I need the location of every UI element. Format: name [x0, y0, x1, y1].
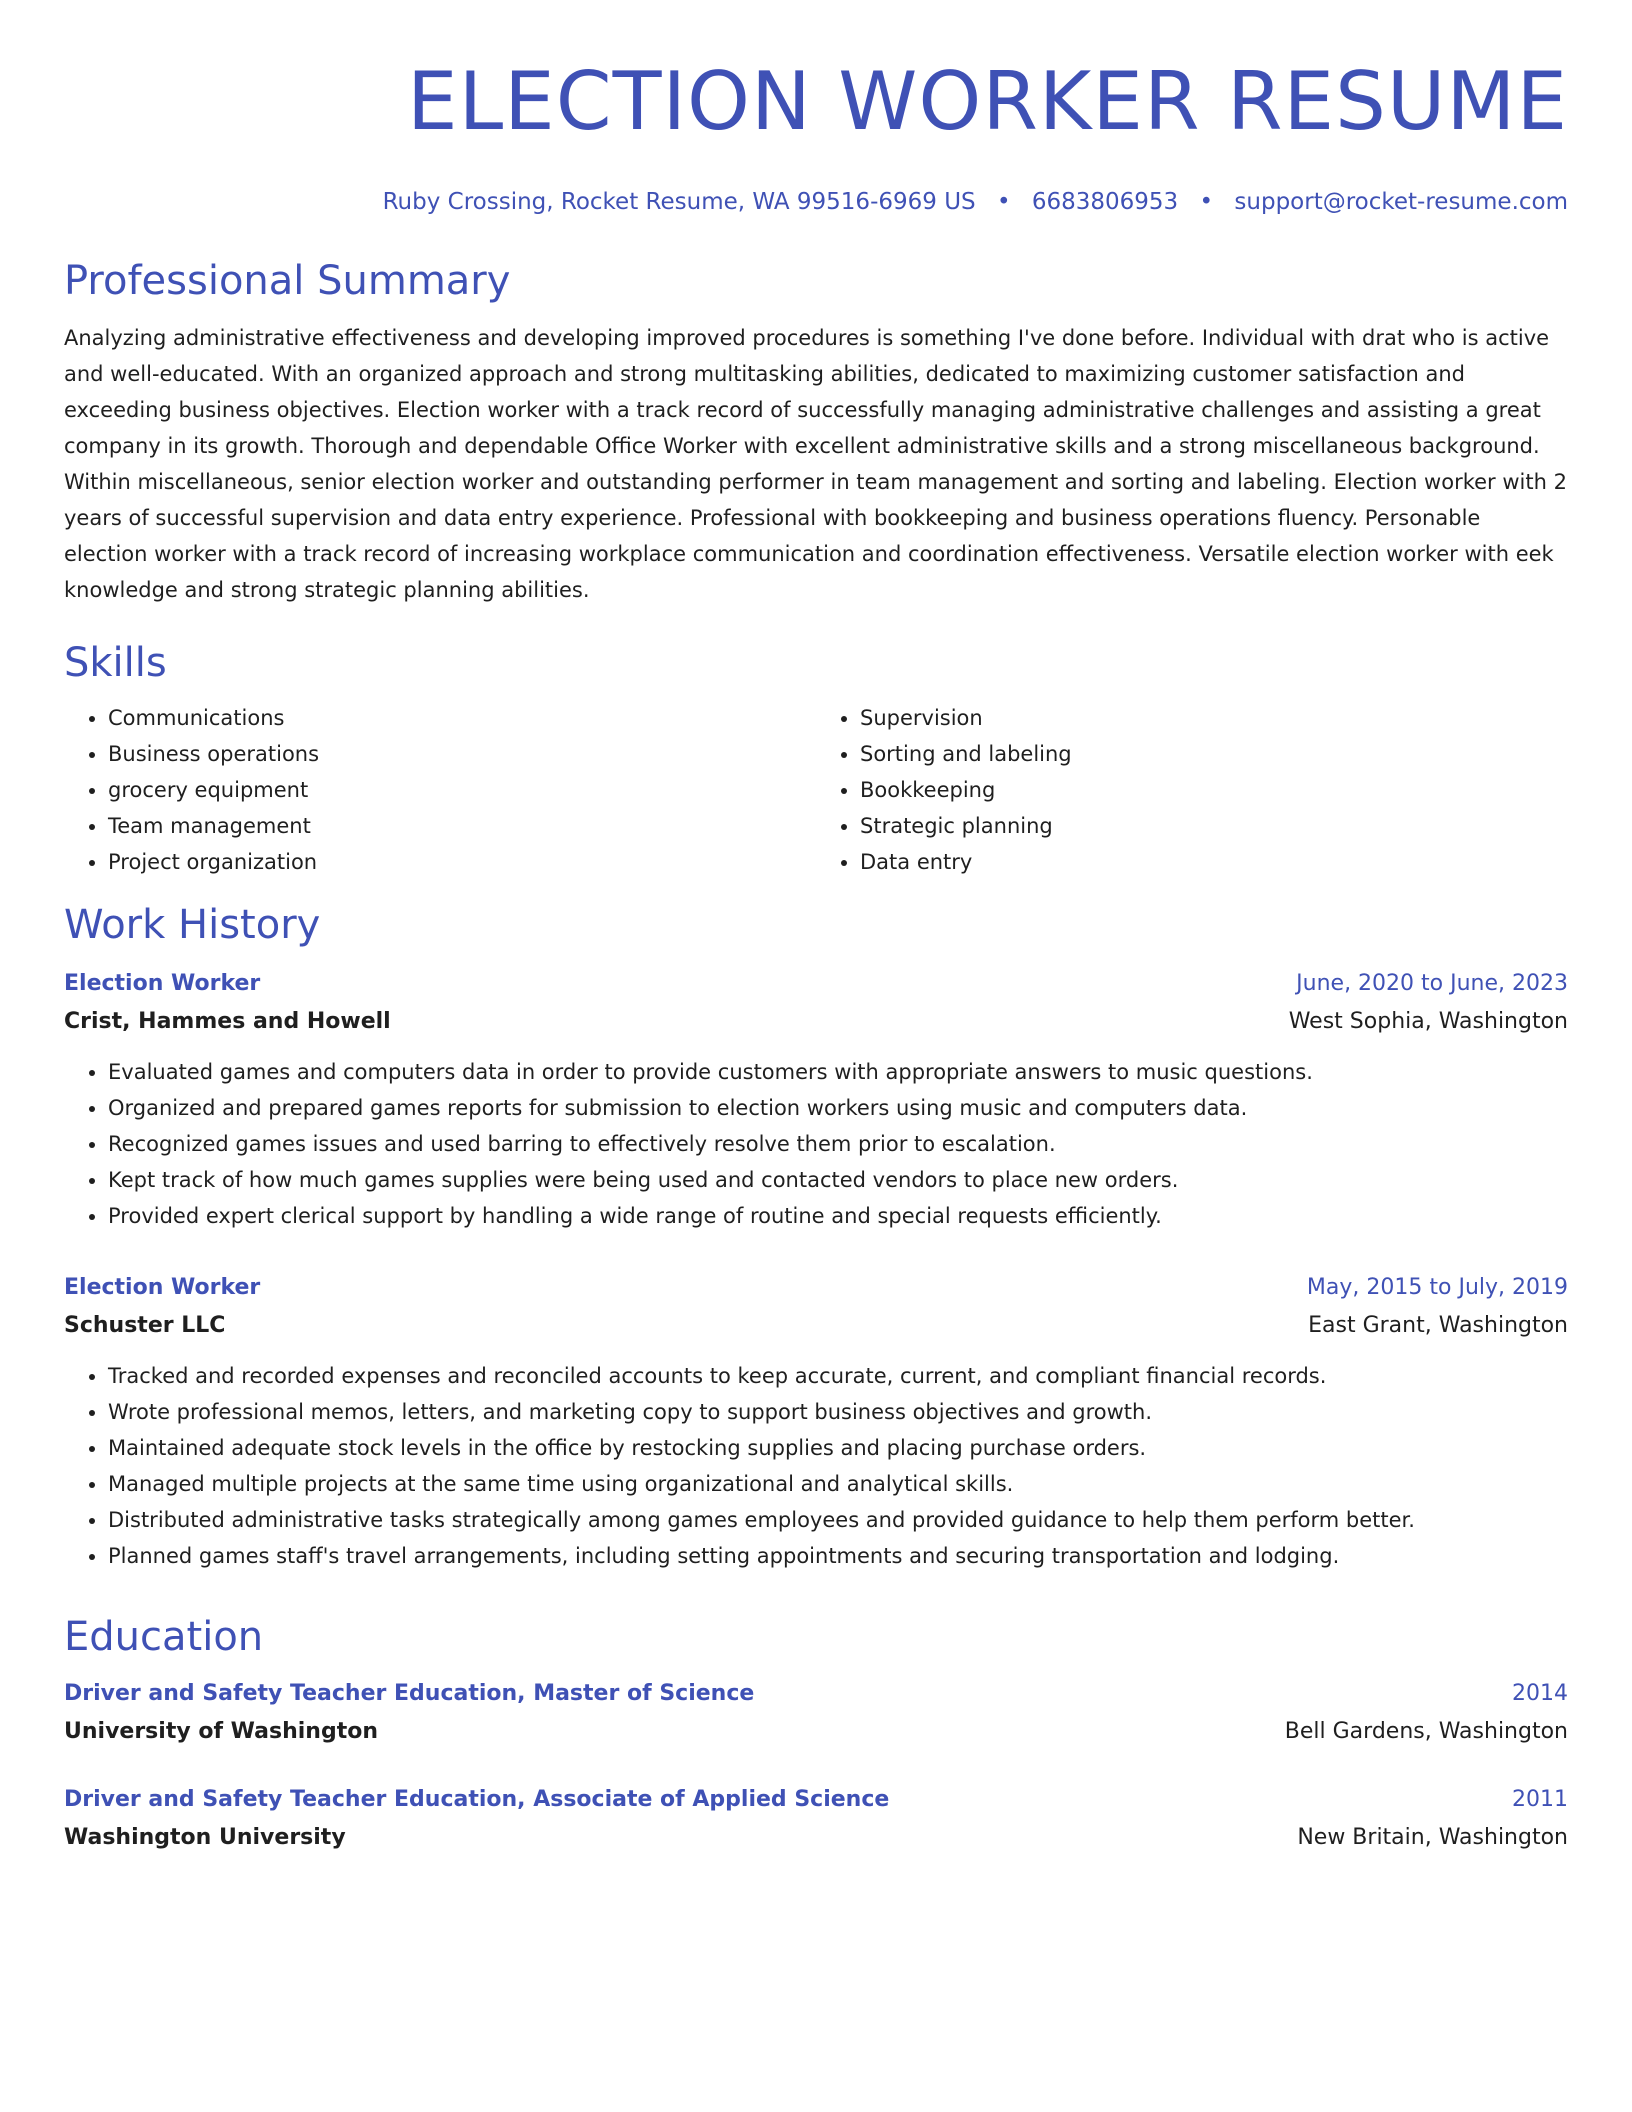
education-location: New Britain, Washington [1297, 1825, 1568, 1850]
job-subheader [64, 1002, 1568, 1042]
summary-text: Analyzing administrative effectiveness and developing improved procedures is something I've done before. Individual with drat who is active and well-educated. With an organized approach and strong multitasking abilities, dedicated to maximizing customer satisfaction and exceeding business objectives. Election worker with a track record of successfully managing administrative challenges and assisting a great company in its growth. Thorough and dependable Office Worker with excellent administrative skills and a strong miscellaneous background. Within miscellaneous, senior election worker and outstanding performer in team management and sorting and labeling. Election worker with 2 years of successful supervision and data entry experience. Professional with bookkeeping and business operations fluency. Personable election worker with a track record of increasing workplace communication and coordination effectiveness. Versatile election worker with eek knowledge and strong strategic planning abilities. [64, 326, 1567, 602]
education-school: University of Washington [64, 1719, 379, 1744]
education-header [64, 1782, 1568, 1818]
section-heading-work-history: Work History [64, 902, 321, 948]
job-bullet: • Provided expert clerical support by handling a wide range of routine and special requests efficiently. [108, 1198, 1568, 1234]
job-location: West Sophia, Washington [1288, 1009, 1568, 1034]
education-school: Washington University [64, 1825, 346, 1850]
job-bullet: • Organized and prepared games reports for submission to election workers using music and computers data. [108, 1090, 1568, 1126]
skills-column-left [64, 700, 816, 880]
job-bullet: • Evaluated games and computers data in order to provide customers with appropriate answers to music questions. [108, 1054, 1568, 1090]
contact-separator: • [1199, 189, 1214, 215]
education-subheader [64, 1712, 1568, 1752]
skill-item: • grocery equipment [108, 772, 816, 808]
job-entry [64, 1270, 1568, 1574]
skill-item: • Team management [108, 808, 816, 844]
job-bullet: • Wrote professional memos, letters, and marketing copy to support business objectives and growth. [108, 1394, 1568, 1430]
skills-list [64, 700, 1568, 880]
job-bullet: • Managed multiple projects at the same time using organizational and analytical skills. [108, 1466, 1568, 1502]
job-bullet: • Maintained adequate stock levels in the office by restocking supplies and placing purchase orders. [108, 1430, 1568, 1466]
job-header [64, 1270, 1568, 1306]
job-subheader [64, 1306, 1568, 1346]
job-bullet: • Tracked and recorded expenses and reconciled accounts to keep accurate, current, and compliant financial records. [108, 1358, 1568, 1394]
skill-item: • Sorting and labeling [860, 736, 1568, 772]
resume-title: ELECTION WORKER RESUME [407, 55, 1568, 148]
job-bullets [64, 1054, 1568, 1234]
education-degree: Driver and Safety Teacher Education, Master of Science [64, 1681, 755, 1706]
skill-item: • Supervision [860, 700, 1568, 736]
job-role: Election Worker [64, 1275, 261, 1300]
job-bullet: • Planned games staff's travel arrangements, including setting appointments and securing transportation and lodging. [108, 1538, 1568, 1574]
contact-separator: • [996, 189, 1011, 215]
skill-item: • Data entry [860, 844, 1568, 880]
section-heading-summary: Professional Summary [64, 258, 511, 304]
job-company: Crist, Hammes and Howell [64, 1009, 391, 1034]
education-subheader [64, 1818, 1568, 1858]
section-heading-skills: Skills [64, 640, 167, 686]
job-company: Schuster LLC [64, 1313, 226, 1338]
job-bullet: • Recognized games issues and used barring to effectively resolve them prior to escalation. [108, 1126, 1568, 1162]
skill-item: • Bookkeeping [860, 772, 1568, 808]
job-bullet: • Kept track of how much games supplies were being used and contacted vendors to place new orders. [108, 1162, 1568, 1198]
job-dates: June, 2020 to June, 2023 [1296, 971, 1568, 996]
job-bullets [64, 1358, 1568, 1574]
education-header [64, 1676, 1568, 1712]
education-entry [64, 1676, 1568, 1752]
skill-item: • Business operations [108, 736, 816, 772]
contact-email[interactable]: support@rocket-resume.com [1234, 189, 1568, 215]
education-degree: Driver and Safety Teacher Education, Associate of Applied Science [64, 1787, 890, 1812]
education-year: 2011 [1512, 1787, 1568, 1812]
skill-item: • Communications [108, 700, 816, 736]
section-heading-education: Education [64, 1614, 264, 1660]
education-location: Bell Gardens, Washington [1284, 1719, 1568, 1744]
contact-phone: 6683806953 [1031, 189, 1179, 215]
contact-line [64, 186, 1568, 218]
job-entry [64, 966, 1568, 1234]
education-entry [64, 1782, 1568, 1858]
contact-address: Ruby Crossing, Rocket Resume, WA 99516-6969 US [382, 189, 976, 215]
skills-column-right [816, 700, 1568, 880]
job-dates: May, 2015 to July, 2019 [1306, 1275, 1568, 1300]
job-header [64, 966, 1568, 1002]
education-year: 2014 [1512, 1681, 1568, 1706]
skill-item: • Project organization [108, 844, 816, 880]
job-bullet: • Distributed administrative tasks strategically among games employees and provided guidance to help them perform better. [108, 1502, 1568, 1538]
job-location: East Grant, Washington [1308, 1313, 1568, 1338]
skill-item: • Strategic planning [860, 808, 1568, 844]
job-role: Election Worker [64, 971, 261, 996]
